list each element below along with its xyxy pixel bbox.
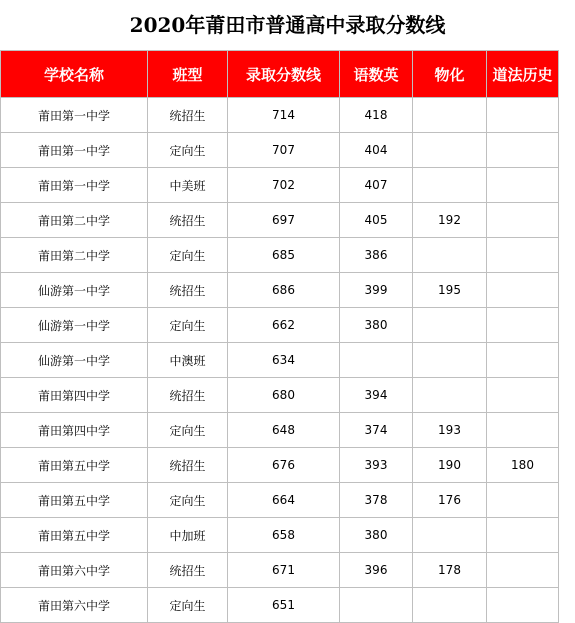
table-row — [1, 378, 559, 413]
cell-politics-history: 180 — [487, 448, 559, 483]
cell-class-type: 中加班 — [148, 518, 228, 553]
cell-class-type: 定向生 — [148, 133, 228, 168]
cell-class-type: 定向生 — [148, 238, 228, 273]
cell-physics-chemistry — [413, 308, 487, 343]
table-row — [1, 343, 559, 378]
table-header-row — [1, 51, 559, 98]
cell-chinese-math-english: 386 — [340, 238, 413, 273]
cell-chinese-math-english: 393 — [340, 448, 413, 483]
cell-physics-chemistry — [413, 378, 487, 413]
cell-chinese-math-english: 394 — [340, 378, 413, 413]
cell-class-type: 统招生 — [148, 203, 228, 238]
cell-physics-chemistry: 178 — [413, 553, 487, 588]
cell-school-name: 仙游第一中学 — [1, 273, 148, 308]
cell-class-type: 统招生 — [148, 98, 228, 133]
cell-school-name: 莆田第六中学 — [1, 553, 148, 588]
cell-admission-score: 680 — [228, 378, 340, 413]
cell-chinese-math-english: 405 — [340, 203, 413, 238]
cell-physics-chemistry — [413, 168, 487, 203]
cell-admission-score: 671 — [228, 553, 340, 588]
cell-admission-score: 651 — [228, 588, 340, 623]
cell-physics-chemistry: 195 — [413, 273, 487, 308]
table-row — [1, 133, 559, 168]
cell-politics-history — [487, 483, 559, 518]
cell-politics-history — [487, 308, 559, 343]
cell-school-name: 莆田第五中学 — [1, 518, 148, 553]
table-row — [1, 238, 559, 273]
table-row — [1, 448, 559, 483]
cell-school-name: 莆田第二中学 — [1, 238, 148, 273]
cell-admission-score: 664 — [228, 483, 340, 518]
cell-politics-history — [487, 273, 559, 308]
table-row — [1, 273, 559, 308]
table-row — [1, 168, 559, 203]
cell-physics-chemistry: 193 — [413, 413, 487, 448]
cell-school-name: 莆田第五中学 — [1, 483, 148, 518]
cell-politics-history — [487, 553, 559, 588]
table-row — [1, 553, 559, 588]
cell-physics-chemistry — [413, 343, 487, 378]
cell-admission-score: 707 — [228, 133, 340, 168]
cell-chinese-math-english: 380 — [340, 308, 413, 343]
cell-physics-chemistry — [413, 588, 487, 623]
cell-politics-history — [487, 168, 559, 203]
cell-school-name: 莆田第一中学 — [1, 168, 148, 203]
cell-admission-score: 658 — [228, 518, 340, 553]
cell-chinese-math-english: 374 — [340, 413, 413, 448]
table-row — [1, 483, 559, 518]
cell-politics-history — [487, 413, 559, 448]
cell-politics-history — [487, 133, 559, 168]
cell-chinese-math-english — [340, 588, 413, 623]
table-row — [1, 413, 559, 448]
cell-chinese-math-english: 404 — [340, 133, 413, 168]
cell-chinese-math-english: 378 — [340, 483, 413, 518]
cell-chinese-math-english: 407 — [340, 168, 413, 203]
cell-admission-score: 697 — [228, 203, 340, 238]
cell-politics-history — [487, 518, 559, 553]
cell-school-name: 莆田第一中学 — [1, 98, 148, 133]
table-row — [1, 588, 559, 623]
cell-class-type: 中美班 — [148, 168, 228, 203]
cell-school-name: 莆田第四中学 — [1, 378, 148, 413]
cell-school-name: 莆田第五中学 — [1, 448, 148, 483]
table-row — [1, 98, 559, 133]
cell-physics-chemistry: 192 — [413, 203, 487, 238]
cell-physics-chemistry — [413, 133, 487, 168]
cell-chinese-math-english: 396 — [340, 553, 413, 588]
table-body — [1, 98, 559, 623]
header-politics-history: 道法历史 — [487, 51, 559, 98]
page-title: 2020年莆田市普通高中录取分数线 — [129, 13, 446, 37]
cell-physics-chemistry: 190 — [413, 448, 487, 483]
cell-politics-history — [487, 203, 559, 238]
cell-admission-score: 686 — [228, 273, 340, 308]
cell-admission-score: 662 — [228, 308, 340, 343]
cell-chinese-math-english — [340, 343, 413, 378]
cell-class-type: 统招生 — [148, 553, 228, 588]
header-school-name: 学校名称 — [1, 51, 148, 98]
cell-admission-score: 685 — [228, 238, 340, 273]
cell-class-type: 定向生 — [148, 413, 228, 448]
cell-class-type: 定向生 — [148, 588, 228, 623]
header-physics-chemistry: 物化 — [413, 51, 487, 98]
admission-score-table — [0, 50, 559, 623]
table-row — [1, 518, 559, 553]
cell-politics-history — [487, 98, 559, 133]
cell-chinese-math-english: 399 — [340, 273, 413, 308]
cell-chinese-math-english: 380 — [340, 518, 413, 553]
cell-chinese-math-english: 418 — [340, 98, 413, 133]
cell-politics-history — [487, 238, 559, 273]
table-row — [1, 203, 559, 238]
header-chinese-math-english: 语数英 — [340, 51, 413, 98]
cell-politics-history — [487, 588, 559, 623]
cell-admission-score: 676 — [228, 448, 340, 483]
header-admission-score: 录取分数线 — [228, 51, 340, 98]
cell-school-name: 莆田第一中学 — [1, 133, 148, 168]
cell-physics-chemistry — [413, 518, 487, 553]
cell-school-name: 莆田第二中学 — [1, 203, 148, 238]
cell-politics-history — [487, 378, 559, 413]
cell-class-type: 中澳班 — [148, 343, 228, 378]
table-row — [1, 308, 559, 343]
cell-physics-chemistry: 176 — [413, 483, 487, 518]
cell-admission-score: 702 — [228, 168, 340, 203]
cell-class-type: 统招生 — [148, 273, 228, 308]
cell-class-type: 统招生 — [148, 448, 228, 483]
cell-school-name: 仙游第一中学 — [1, 343, 148, 378]
cell-class-type: 定向生 — [148, 483, 228, 518]
cell-school-name: 莆田第四中学 — [1, 413, 148, 448]
cell-admission-score: 634 — [228, 343, 340, 378]
cell-class-type: 定向生 — [148, 308, 228, 343]
cell-school-name: 仙游第一中学 — [1, 308, 148, 343]
cell-school-name: 莆田第六中学 — [1, 588, 148, 623]
header-class-type: 班型 — [148, 51, 228, 98]
cell-physics-chemistry — [413, 98, 487, 133]
cell-admission-score: 714 — [228, 98, 340, 133]
cell-admission-score: 648 — [228, 413, 340, 448]
cell-physics-chemistry — [413, 238, 487, 273]
cell-class-type: 统招生 — [148, 378, 228, 413]
cell-politics-history — [487, 343, 559, 378]
